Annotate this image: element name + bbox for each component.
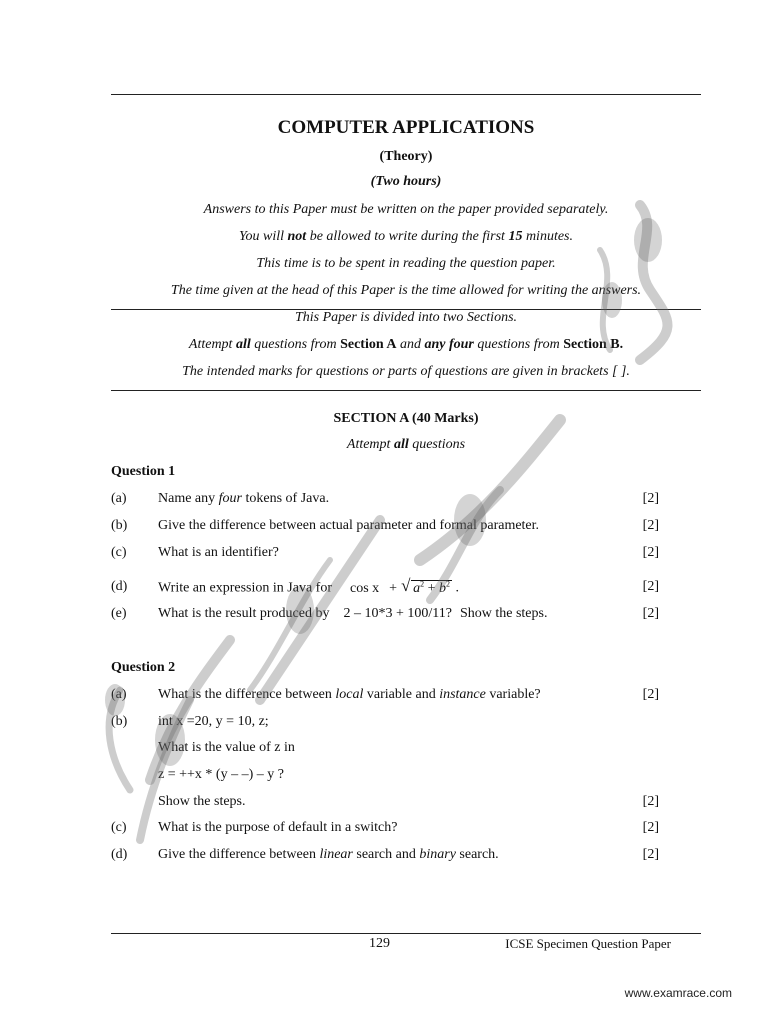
item-text: Give the difference between actual parameter and formal parameter. (158, 518, 540, 533)
item-label: (d) (111, 847, 128, 862)
instruction-line-4: The time given at the head of this Paper is the time allowed for writing the answers. (170, 283, 642, 298)
item-label: (a) (111, 491, 127, 506)
question-2d (111, 847, 659, 865)
instruction-line-6: Attempt all questions from Section A and any four questions from Section B. (188, 337, 624, 352)
item-label: (a) (111, 687, 127, 702)
item-marks: [2] (642, 687, 659, 702)
item-label: (d) (111, 579, 128, 594)
item-label: (b) (111, 714, 128, 729)
instruction-line-7: The intended marks for questions or parts of questions are given in brackets [ ]. (182, 364, 630, 379)
item-text: What is the value of z in (158, 740, 295, 755)
item-text: z = ++x * (y – –) – y ? (158, 767, 284, 782)
section-a-title: SECTION A (40 Marks) (333, 411, 479, 426)
question-1b (111, 518, 659, 536)
item-marks: [2] (642, 518, 659, 533)
question-2-heading: Question 2 (111, 660, 176, 675)
item-label: (c) (111, 545, 127, 560)
question-1-heading: Question 1 (111, 464, 176, 479)
footer-title: ICSE Specimen Question Paper (505, 936, 671, 951)
instruction-line-5: This Paper is divided into two Sections. (294, 310, 518, 325)
item-marks: [2] (642, 545, 659, 560)
paper-title: COMPUTER APPLICATIONS (277, 117, 535, 138)
item-text: What is the purpose of default in a switch? (158, 820, 398, 835)
question-2b-line-3 (111, 767, 659, 785)
item-text: What is an identifier? (158, 545, 279, 560)
question-1d (111, 576, 659, 597)
question-1c (111, 545, 659, 563)
instruction-line-1: Answers to this Paper must be written on the paper provided separately. (203, 202, 609, 217)
item-text: Give the difference between linear search and binary search. (158, 847, 499, 862)
section-rule (111, 390, 701, 391)
cos-term: cos x (350, 580, 380, 596)
top-rule (111, 94, 701, 95)
paper-duration: (Two hours) (370, 174, 442, 189)
item-label: (c) (111, 820, 127, 835)
question-2b-line-2 (111, 740, 659, 758)
instruction-line-2: You will not be allowed to write during the first 15 minutes. (239, 229, 573, 244)
item-marks: [2] (642, 794, 659, 809)
item-marks: [2] (642, 847, 659, 862)
question-1a (111, 491, 659, 509)
item-text: Show the steps. (158, 794, 246, 809)
footer-rule (111, 933, 701, 934)
item-text: What is the result produced by 2 – 10*3 + 100/11? Show the steps. (158, 606, 548, 621)
square-root-expression: √ $a^2 + b^2$ (401, 576, 450, 596)
item-text: Name any four tokens of Java. (158, 491, 330, 506)
item-text: Write an expression in Java for cos x + √ $a^2 + b^2$ . (158, 576, 459, 596)
question-2b-line-4 (111, 794, 659, 812)
question-2a (111, 687, 659, 705)
section-a-attempt: Attempt all questions (346, 437, 466, 452)
question-2b (111, 714, 659, 732)
watermark-site-url: www.examrace.com (624, 986, 732, 1000)
item-marks: [2] (642, 820, 659, 835)
item-label: (e) (111, 606, 127, 621)
page-number: 129 (369, 936, 390, 951)
paper-subtitle: (Theory) (379, 149, 433, 164)
item-text: What is the difference between local variable and instance variable? (158, 687, 541, 702)
item-text: int x =20, y = 10, z; (158, 714, 269, 729)
item-marks: [2] (642, 579, 659, 594)
question-1e (111, 606, 659, 624)
question-2c (111, 820, 659, 838)
item-label: (b) (111, 518, 128, 533)
item-marks: [2] (642, 606, 659, 621)
instruction-line-3: This time is to be spent in reading the question paper. (256, 256, 556, 271)
item-marks: [2] (642, 491, 659, 506)
